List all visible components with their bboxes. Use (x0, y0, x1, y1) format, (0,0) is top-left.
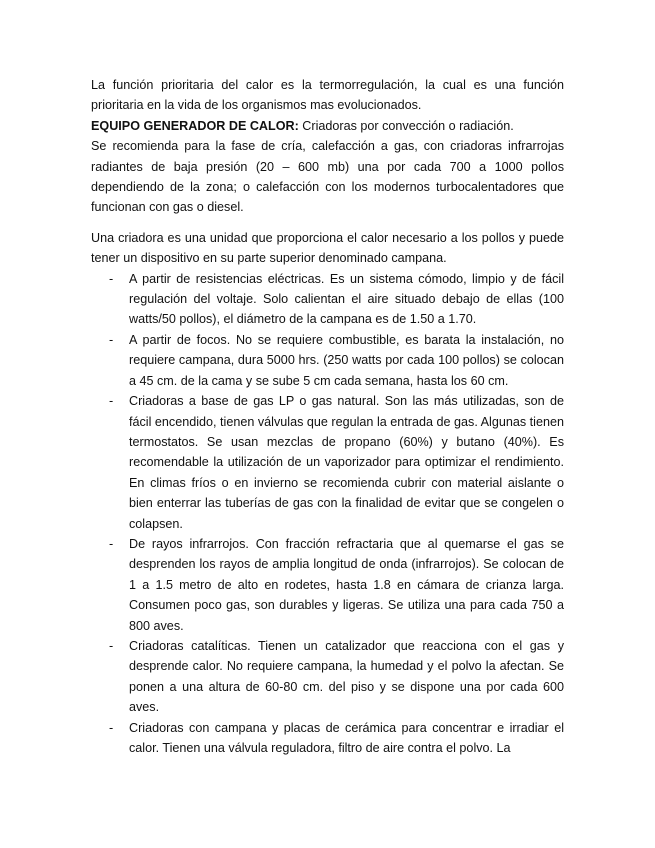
section-heading: EQUIPO GENERADOR DE CALOR: (91, 118, 299, 133)
list-item (91, 330, 564, 391)
list-item (91, 534, 564, 636)
list-item-text: Criadoras a base de gas LP o gas natural. Son las más utilizadas, son de fácil encendido, tienen válvulas que regulan la entrada de gas. Algunas tienen termostatos. Se usan mezclas de propano (60%) y butano (40%). Es recomendable la utilización de un vaporizador para optimizar el rendimiento. En climas fríos o en invierno se recomienda cubrir con material aislante o bien enterrar las tuberías de gas con la finalidad de evitar que se congelen o colapsen. (129, 394, 564, 531)
bullet-marker: - (109, 638, 114, 653)
bullet-marker: - (109, 536, 114, 551)
list-item (91, 636, 564, 718)
list-item (91, 269, 564, 330)
brooder-types-list (91, 269, 564, 759)
list-item (91, 391, 564, 534)
recommendation-paragraph: Se recomienda para la fase de cría, calefacción a gas, con criadoras infrarrojas radiantes de baja presión (20 – 600 mb) una por cada 700 a 1000 pollos dependiendo de la zona; o calefacción con los modernos turbocalentadores que funcionan con gas o diesel. (91, 139, 564, 215)
list-item-text: Criadoras catalíticas. Tienen un catalizador que reacciona con el gas y desprende calor. No requiere campana, la humedad y el polvo la afectan. Se ponen a una altura de 60-80 cm. del piso y se dispone una por cada 600 aves. (129, 638, 564, 715)
list-item-text: A partir de resistencias eléctricas. Es un sistema cómodo, limpio y de fácil regulación del voltaje. Solo calientan el aire situado debajo de ellas (100 watts/50 pollos), el diámetro de la campana es de 1.50 a 1.70. (129, 271, 564, 327)
section-heading-subtitle: Criadoras por convección o radiación. (298, 118, 514, 133)
list-item (91, 718, 564, 759)
bullet-marker: - (109, 720, 114, 735)
bullet-marker: - (109, 271, 114, 286)
list-item-text: De rayos infrarrojos. Con fracción refractaria que al quemarse el gas se desprenden los rayos de amplia longitud de onda (infrarrojos). Se colocan de 1 a 1.5 metro de alto en rodetes, hasta 1.8 en cámara de crianza larga. Consumen poco gas, son durables y ligeras. Se utiliza una para cada 750 a 800 aves. (129, 536, 564, 633)
intro-paragraph: La función prioritaria del calor es la termorregulación, la cual es una función prioritaria en la vida de los organismos mas evolucionados. (91, 78, 564, 113)
definition-paragraph: Una criadora es una unidad que proporciona el calor necesario a los pollos y puede tener un dispositivo en su parte superior denominado campana. (91, 230, 564, 266)
list-item-text: A partir de focos. No se requiere combustible, es barata la instalación, no requiere campana, dura 5000 hrs. (250 watts por cada 100 pollos) se colocan a 45 cm. de la cama y se sube 5 cm cada semana, hasta los 60 cm. (129, 332, 564, 388)
document-page (91, 75, 564, 758)
bullet-marker: - (109, 394, 114, 409)
list-item-text: Criadoras con campana y placas de cerámica para concentrar e irradiar el calor. Tienen una válvula reguladora, filtro de aire contra el polvo. La (129, 720, 564, 755)
bullet-marker: - (109, 332, 114, 347)
section-heading-line (91, 116, 564, 136)
